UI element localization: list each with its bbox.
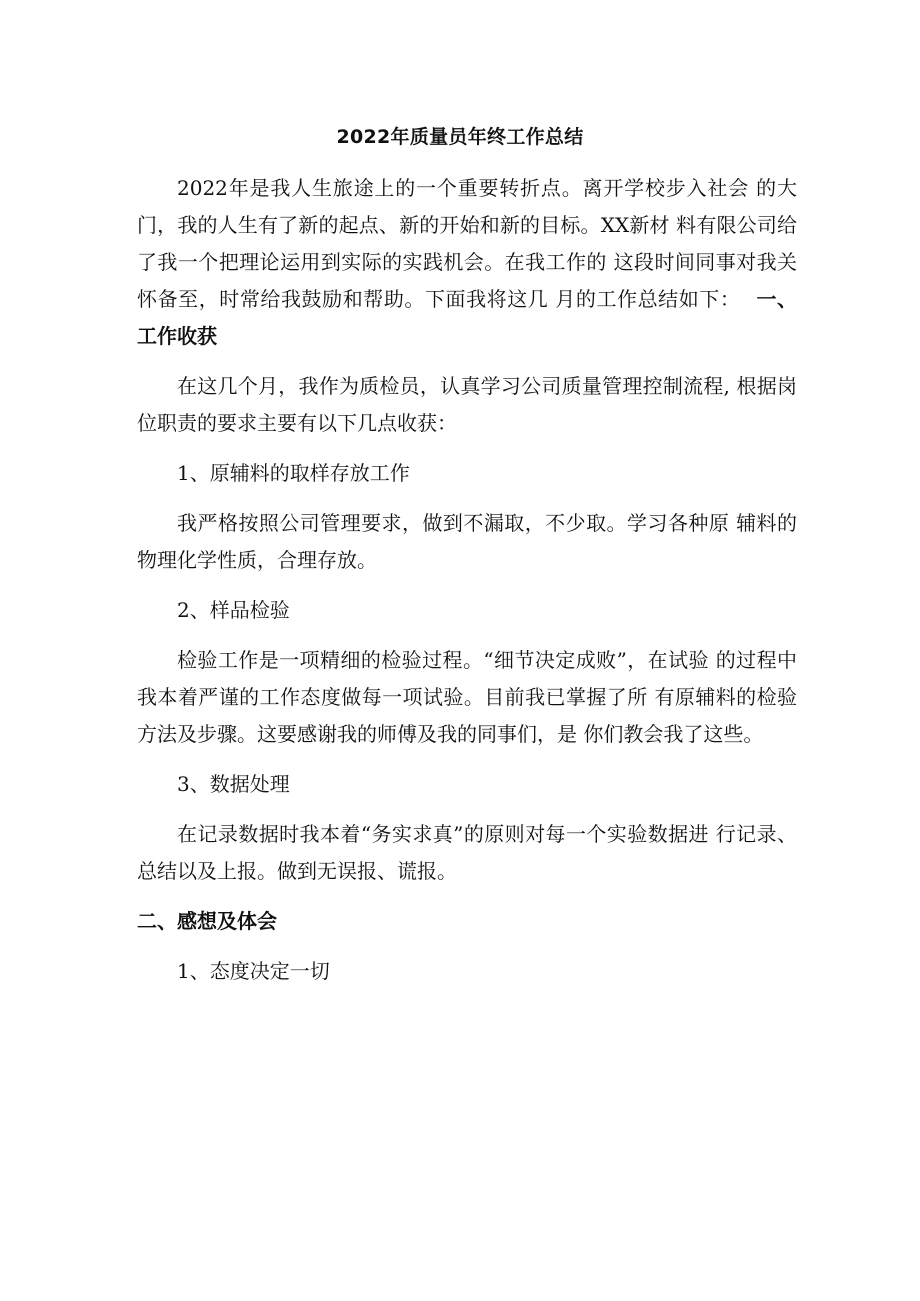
section1-heading: 一、工作收获	[137, 287, 798, 348]
item2-text: 检验工作是一项精细的检验过程。“细节决定成败”，在试验 的过程中我本着严谨的工作态度做每一项试验。目前我已掌握了所 有原辅料的检验方法及步骤。这要感谢我的师傅及我的同事们，是 你们教会我了这些。	[137, 648, 797, 746]
item1-text: 我严格按照公司管理要求，做到不漏取，不少取。学习各种原 辅料的物理化学性质，合理存放。	[137, 511, 797, 572]
intro-text: 2022年是我人生旅途上的一个重要转折点。离开学校步入社会 的大门，我的人生有了新的起点、新的开始和新的目标。XX新材 料有限公司给了我一个把理论运用到实际的实践机会。在我工作的 这段时间同事对我关怀备至，时常给我鼓励和帮助。下面我将这几 月的工作总结如下：	[137, 176, 797, 311]
intro-paragraph	[137, 170, 797, 355]
item3-text: 在记录数据时我本着“务实求真”的原则对每一个实验数据进 行记录、总结以及上报。做到无误报、谎报。	[137, 822, 797, 883]
section2-heading: 二、感想及体会	[137, 909, 277, 933]
item3-heading: 3、数据处理	[177, 772, 290, 796]
document-title: 2022年质量员年终工作总结	[336, 126, 584, 148]
item2-heading: 2、样品检验	[177, 598, 290, 622]
item1-heading: 1、原辅料的取样存放工作	[177, 461, 410, 485]
item4-heading: 1、态度决定一切	[177, 959, 330, 983]
section1-intro: 在这几个月，我作为质检员，认真学习公司质量管理控制流程, 根据岗位职责的要求主要有以下几点收获：	[137, 374, 797, 435]
document-body	[137, 170, 797, 1003]
